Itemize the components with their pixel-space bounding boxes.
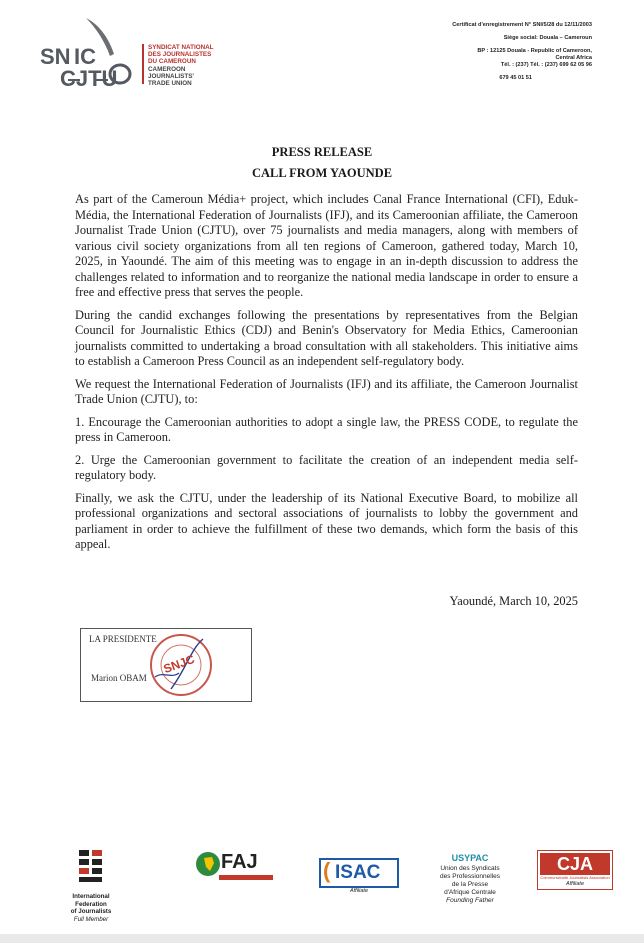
logo-letters-sn: SN [40,44,71,69]
head-office: Siège social: Douala – Cameroun [503,35,592,41]
region: Central Africa [555,55,592,61]
faj-logo: FAJ [195,851,273,881]
signature-block [80,628,252,702]
faj-africa-icon [195,851,221,877]
cja-logo: CJA Commonwealth Journalists Association Affiliate [537,850,613,890]
ifj-emblem-icon [77,848,105,884]
paragraph-intro: As part of the Cameroun Média+ project, which includes Canal France International (CFI), Eduk-Média, the International Federation of Journalists (IFJ), and its Cameroonian affiliate, the Cameroon Journalist Trade Union (CJTU), over 75 journalists and media managers, along with members of various civil society organizations from all ten regions of Cameroon, gathered today, March 10, 2025, in Yaoundé. The aim of this meeting was to engage in an in-depth discussion to address the challenges related to information and to reorganize the national media landscape in order to ensure a free and effective press that serves the people. [75,192,578,299]
paragraph-exchanges: During the candid exchanges following the presentations by representatives from the Belgian Council for Journalistic Ethics (CDJ) and Benin's Observatory for Media Ethics, Cameroonian journalists committed to undertaking a broad consultation with all stakeholders. This initiative aims to establish a Cameroon Press Council as an independent self-regulatory body. [75,307,578,368]
logo-fr-name: SYNDICAT NATIONAL DES JOURNALISTES DU CAMEROUN [148,44,214,65]
call-heading: CALL FROM YAOUNDE [251,166,393,180]
logo-divider [142,44,144,84]
ifj-status: Full Member [73,915,109,923]
demand-2: 2. Urge the Cameroonian government to facilitate the creation of an independent media self-regulatory body. [75,452,578,482]
date-line: Yaoundé, March 10, 2025 [449,594,578,608]
ifj-logo: International Federation of Journalists Full Member [60,848,122,923]
press-release-heading: PRESS RELEASE [271,145,373,159]
phone-numbers: Tél. : (237) Tél. : (237) 699 62 05 96 [500,62,592,68]
logo-en-name: CAMEROON JOURNALISTS' TRADE UNION [148,66,194,87]
demand-1: 1. Encourage the Cameroonian authorities to adopt a single law, the PRESS CODE, to regulate the press in Cameroon. [75,414,578,444]
press-release-body [75,192,578,560]
paragraph-request: We request the International Federation of Journalists (IFJ) and its affiliate, the Cameroon Journalist Trade Union (CJTU), to: [75,376,578,406]
po-box: BP : 12125 Douala - Republic of Cameroon, [477,48,592,54]
stamp-text: SNJC [161,651,197,677]
isac-logo: ( ISAC Affiliate [319,858,399,896]
certificate-number: Certificat d'enregistrement N° SNI/5/28 du 12/11/2003 [452,22,592,28]
registration-info [392,22,592,88]
signatory-title: LA PRESIDENTE [89,634,157,644]
logo-letters-ic: IC [74,44,96,69]
phone-number-2: 679 45 01 51 [499,75,532,81]
logo-letters-cjtu: CJTU [60,66,118,91]
signatory-name: Marion OBAM [91,673,147,683]
page-bottom-edge [0,934,644,943]
paragraph-closing: Finally, we ask the CJTU, under the leadership of its National Executive Board, to mobilize all professional organizations and sectoral associations of journalists to lobby the government and parliament in order to achieve the fulfillment of these two demands, which form the basis of this appeal. [75,490,578,551]
usypac-logo: USYPAC Union des Syndicats des Professionnelles de la Presse d'Afrique Centrale Founding Father [440,853,500,904]
sncjtu-logo [38,14,228,94]
